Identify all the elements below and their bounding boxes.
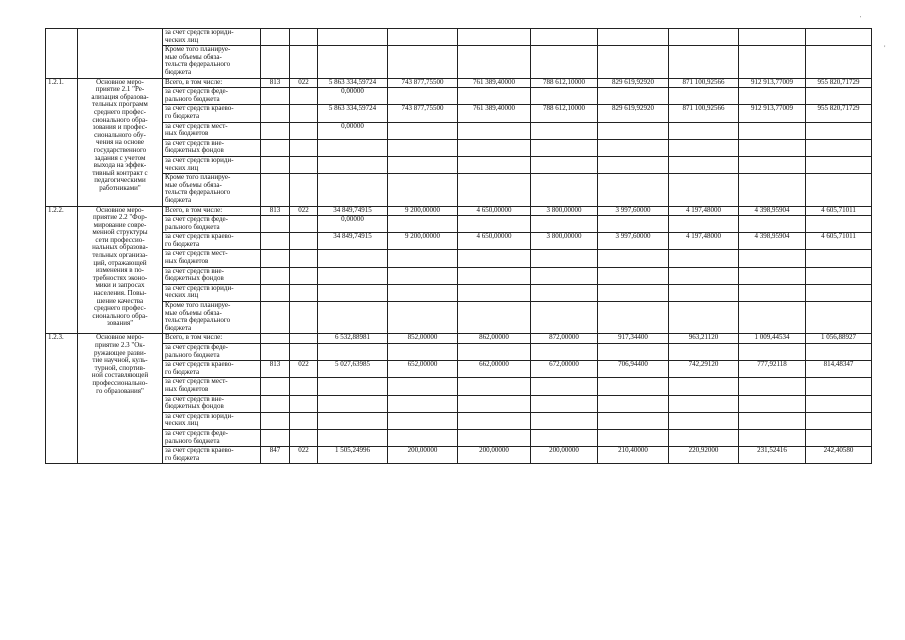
section-code xyxy=(290,105,318,122)
section-code: 022 xyxy=(290,206,318,216)
section-code xyxy=(290,233,318,250)
grbs-code xyxy=(261,395,290,412)
value-cell xyxy=(318,284,388,301)
value-cell xyxy=(806,250,872,267)
value-cell xyxy=(458,395,531,412)
value-cell xyxy=(531,46,598,78)
value-cell xyxy=(458,412,531,429)
grbs-code xyxy=(261,284,290,301)
value-cell xyxy=(806,174,872,206)
value-cell xyxy=(388,284,458,301)
value-cell xyxy=(669,46,739,78)
value-cell xyxy=(598,216,669,233)
value-cell xyxy=(458,378,531,395)
value-cell: 871 100,92566 xyxy=(669,78,739,88)
value-cell: 3 997,60000 xyxy=(598,233,669,250)
grbs-code xyxy=(261,429,290,446)
value-cell: 4 197,48000 xyxy=(669,206,739,216)
value-cell xyxy=(739,302,806,334)
grbs-code xyxy=(261,216,290,233)
section-code xyxy=(290,174,318,206)
value-cell: 1 505,24996 xyxy=(318,447,388,464)
source-label: Кроме того планируе- мые объемы обяза- тельств федерального бюджета xyxy=(163,46,261,78)
value-cell xyxy=(806,378,872,395)
value-cell: 1 056,88927 xyxy=(806,334,872,344)
value-cell xyxy=(531,284,598,301)
value-cell: 955 820,71729 xyxy=(806,78,872,88)
grbs-code xyxy=(261,267,290,284)
value-cell: 829 619,92920 xyxy=(598,78,669,88)
value-cell: 4 650,00000 xyxy=(458,206,531,216)
value-cell xyxy=(318,429,388,446)
value-cell xyxy=(458,284,531,301)
value-cell xyxy=(531,378,598,395)
section-code xyxy=(290,334,318,344)
value-cell xyxy=(458,302,531,334)
scan-speck: ' xyxy=(860,16,862,22)
value-cell xyxy=(531,29,598,46)
value-cell xyxy=(318,250,388,267)
table-row xyxy=(46,174,872,206)
value-cell xyxy=(806,429,872,446)
value-cell: 706,94400 xyxy=(598,361,669,378)
value-cell xyxy=(598,412,669,429)
value-cell xyxy=(388,122,458,139)
source-label: за счет средств феде- рального бюджета xyxy=(163,429,261,446)
value-cell xyxy=(598,250,669,267)
value-cell xyxy=(598,29,669,46)
value-cell: 4 605,71011 xyxy=(806,206,872,216)
section-code xyxy=(290,156,318,173)
value-cell xyxy=(739,395,806,412)
value-cell xyxy=(598,344,669,361)
grbs-code: 847 xyxy=(261,447,290,464)
value-cell xyxy=(669,284,739,301)
section-code xyxy=(290,122,318,139)
section-code xyxy=(290,267,318,284)
source-label: за счет средств феде- рального бюджета xyxy=(163,344,261,361)
grbs-code xyxy=(261,250,290,267)
num-cell xyxy=(46,29,78,79)
value-cell: 788 612,10000 xyxy=(531,105,598,122)
value-cell: 210,40000 xyxy=(598,447,669,464)
value-cell xyxy=(739,122,806,139)
value-cell xyxy=(806,284,872,301)
value-cell xyxy=(531,412,598,429)
value-cell xyxy=(318,139,388,156)
value-cell xyxy=(598,139,669,156)
table-row xyxy=(46,447,872,464)
source-label: Всего, в том числе: xyxy=(163,206,261,216)
source-label: Кроме того планируе- мые объемы обяза- тельств федерального бюджета xyxy=(163,302,261,334)
value-cell xyxy=(388,412,458,429)
value-cell: 743 877,75500 xyxy=(388,105,458,122)
table-row xyxy=(46,361,872,378)
table-row xyxy=(46,395,872,412)
grbs-code: 813 xyxy=(261,78,290,88)
value-cell: 34 849,74915 xyxy=(318,206,388,216)
value-cell: 862,00000 xyxy=(458,334,531,344)
grbs-code xyxy=(261,122,290,139)
value-cell xyxy=(290,46,318,78)
value-cell xyxy=(806,139,872,156)
value-cell: 872,00000 xyxy=(531,334,598,344)
item-description: Основное меро- приятие 2.1 "Ре- ализация образова- тельных программ среднего профес- сионального обра- зования и профес- сионального обу- чения на основе государственного задания с учетом выхода на эффек- тивный контракт с педагогическими работниками" xyxy=(78,78,163,206)
table-row xyxy=(46,156,872,173)
value-cell: 852,00000 xyxy=(388,334,458,344)
value-cell xyxy=(318,29,388,46)
value-cell xyxy=(388,29,458,46)
value-cell: 9 200,00000 xyxy=(388,206,458,216)
value-cell xyxy=(458,250,531,267)
table-row xyxy=(46,250,872,267)
value-cell xyxy=(669,344,739,361)
value-cell xyxy=(806,122,872,139)
budget-table xyxy=(45,28,872,464)
value-cell xyxy=(739,344,806,361)
value-cell: 829 619,92920 xyxy=(598,105,669,122)
value-cell: 4 650,00000 xyxy=(458,233,531,250)
value-cell: 231,52416 xyxy=(739,447,806,464)
table-row xyxy=(46,88,872,105)
section-code: 022 xyxy=(290,78,318,88)
value-cell xyxy=(458,156,531,173)
value-cell xyxy=(739,46,806,78)
source-label: за счет средств краево- го бюджета xyxy=(163,233,261,250)
value-cell: 5 027,63985 xyxy=(318,361,388,378)
value-cell xyxy=(739,250,806,267)
section-code xyxy=(290,139,318,156)
grbs-code xyxy=(261,156,290,173)
value-cell xyxy=(458,429,531,446)
value-cell xyxy=(739,156,806,173)
value-cell: 955 820,71729 xyxy=(806,105,872,122)
value-cell xyxy=(458,216,531,233)
item-description: Основное меро- приятие 2.3 "Ок- ружающее разви- тие научной, куль- турной, спортив- ной составляющей профессионально- го образования" xyxy=(78,334,163,464)
value-cell xyxy=(318,267,388,284)
source-label: за счет средств мест- ных бюджетов xyxy=(163,378,261,395)
value-cell xyxy=(598,284,669,301)
value-cell xyxy=(261,29,290,46)
value-cell xyxy=(458,122,531,139)
value-cell xyxy=(388,378,458,395)
value-cell xyxy=(598,395,669,412)
value-cell xyxy=(806,395,872,412)
value-cell: 652,00000 xyxy=(388,361,458,378)
source-label: за счет средств краево- го бюджета xyxy=(163,361,261,378)
value-cell: 963,21120 xyxy=(669,334,739,344)
section-code: 022 xyxy=(290,361,318,378)
table-row xyxy=(46,122,872,139)
table-row xyxy=(46,216,872,233)
value-cell xyxy=(458,344,531,361)
item-number: 1.2.1. xyxy=(46,78,78,206)
value-cell xyxy=(669,216,739,233)
source-label: за счет средств мест- ных бюджетов xyxy=(163,122,261,139)
value-cell xyxy=(388,216,458,233)
value-cell xyxy=(669,429,739,446)
value-cell xyxy=(739,174,806,206)
value-cell xyxy=(669,267,739,284)
section-code xyxy=(290,302,318,334)
scan-speck: , xyxy=(884,42,886,48)
value-cell xyxy=(531,216,598,233)
section-code xyxy=(290,216,318,233)
value-cell xyxy=(458,139,531,156)
value-cell xyxy=(318,344,388,361)
source-label: Кроме того планируе- мые объемы обяза- тельств федерального бюджета xyxy=(163,174,261,206)
value-cell: 814,48347 xyxy=(806,361,872,378)
value-cell: 4 398,95904 xyxy=(739,206,806,216)
value-cell xyxy=(806,88,872,105)
table-row xyxy=(46,46,872,78)
value-cell xyxy=(739,267,806,284)
grbs-code xyxy=(261,302,290,334)
section-code xyxy=(290,412,318,429)
table-row xyxy=(46,267,872,284)
table-row xyxy=(46,412,872,429)
value-cell xyxy=(806,216,872,233)
source-label: за счет средств мест- ных бюджетов xyxy=(163,250,261,267)
value-cell xyxy=(388,174,458,206)
item-number: 1.2.3. xyxy=(46,334,78,464)
source-label: за счет средств юриди- ческих лиц xyxy=(163,284,261,301)
source-label: за счет средств юриди- ческих лиц xyxy=(163,29,261,46)
value-cell xyxy=(290,29,318,46)
value-cell xyxy=(598,122,669,139)
value-cell xyxy=(458,46,531,78)
table-row xyxy=(46,284,872,301)
value-cell: 200,00000 xyxy=(388,447,458,464)
value-cell xyxy=(388,88,458,105)
value-cell: 0,00000 xyxy=(318,88,388,105)
value-cell xyxy=(598,378,669,395)
value-cell xyxy=(669,88,739,105)
value-cell xyxy=(669,412,739,429)
value-cell xyxy=(388,267,458,284)
item-number: 1.2.2. xyxy=(46,206,78,334)
value-cell xyxy=(739,216,806,233)
table-row xyxy=(46,334,872,344)
value-cell: 4 398,95904 xyxy=(739,233,806,250)
table-row xyxy=(46,78,872,88)
section-code xyxy=(290,378,318,395)
value-cell xyxy=(458,29,531,46)
value-cell xyxy=(458,174,531,206)
section-code: 022 xyxy=(290,447,318,464)
value-cell: 912 913,77009 xyxy=(739,105,806,122)
source-label: за счет средств феде- рального бюджета xyxy=(163,216,261,233)
table-row xyxy=(46,29,872,46)
value-cell xyxy=(598,156,669,173)
value-cell xyxy=(388,250,458,267)
value-cell xyxy=(669,395,739,412)
value-cell xyxy=(806,156,872,173)
grbs-code xyxy=(261,88,290,105)
value-cell xyxy=(531,174,598,206)
value-cell xyxy=(531,250,598,267)
value-cell: 761 389,40000 xyxy=(458,78,531,88)
value-cell xyxy=(318,46,388,78)
value-cell: 672,00000 xyxy=(531,361,598,378)
grbs-code xyxy=(261,233,290,250)
value-cell xyxy=(806,46,872,78)
value-cell: 6 532,88981 xyxy=(318,334,388,344)
source-label: за счет средств краево- го бюджета xyxy=(163,105,261,122)
grbs-code xyxy=(261,139,290,156)
value-cell xyxy=(531,429,598,446)
value-cell xyxy=(531,302,598,334)
section-code xyxy=(290,395,318,412)
value-cell xyxy=(261,46,290,78)
value-cell: 777,92118 xyxy=(739,361,806,378)
grbs-code xyxy=(261,174,290,206)
value-cell xyxy=(388,395,458,412)
value-cell xyxy=(531,139,598,156)
value-cell xyxy=(388,46,458,78)
value-cell: 200,00000 xyxy=(458,447,531,464)
value-cell xyxy=(669,250,739,267)
value-cell xyxy=(739,139,806,156)
value-cell xyxy=(739,378,806,395)
value-cell xyxy=(669,122,739,139)
source-label: за счет средств вне- бюджетных фондов xyxy=(163,267,261,284)
source-label: за счет средств феде- рального бюджета xyxy=(163,88,261,105)
value-cell xyxy=(531,344,598,361)
value-cell xyxy=(388,429,458,446)
value-cell xyxy=(318,378,388,395)
value-cell: 5 863 334,59724 xyxy=(318,105,388,122)
value-cell xyxy=(739,29,806,46)
table-row xyxy=(46,139,872,156)
value-cell xyxy=(531,122,598,139)
value-cell: 0,00000 xyxy=(318,216,388,233)
value-cell: 1 009,44534 xyxy=(739,334,806,344)
value-cell: 242,40580 xyxy=(806,447,872,464)
value-cell xyxy=(318,174,388,206)
source-label: за счет средств краево- го бюджета xyxy=(163,447,261,464)
value-cell xyxy=(388,156,458,173)
value-cell: 743 877,75500 xyxy=(388,78,458,88)
source-label: за счет средств юриди- ческих лиц xyxy=(163,156,261,173)
value-cell: 3 800,00000 xyxy=(531,206,598,216)
value-cell xyxy=(739,412,806,429)
grbs-code xyxy=(261,378,290,395)
value-cell: 4 197,48000 xyxy=(669,233,739,250)
value-cell xyxy=(598,88,669,105)
value-cell xyxy=(669,156,739,173)
value-cell: 912 913,77009 xyxy=(739,78,806,88)
value-cell: 9 200,00000 xyxy=(388,233,458,250)
value-cell: 200,00000 xyxy=(531,447,598,464)
value-cell xyxy=(669,378,739,395)
desc-cell xyxy=(78,29,163,79)
table-row xyxy=(46,429,872,446)
value-cell xyxy=(388,139,458,156)
grbs-code xyxy=(261,334,290,344)
value-cell: 917,34400 xyxy=(598,334,669,344)
table-row xyxy=(46,344,872,361)
value-cell xyxy=(531,156,598,173)
value-cell xyxy=(669,29,739,46)
value-cell xyxy=(598,429,669,446)
grbs-code xyxy=(261,344,290,361)
value-cell: 662,00000 xyxy=(458,361,531,378)
grbs-code xyxy=(261,412,290,429)
value-cell: 3 997,60000 xyxy=(598,206,669,216)
grbs-code: 813 xyxy=(261,361,290,378)
value-cell xyxy=(598,46,669,78)
source-label: Всего, в том числе: xyxy=(163,334,261,344)
value-cell xyxy=(318,412,388,429)
source-label: за счет средств юриди- ческих лиц xyxy=(163,412,261,429)
value-cell xyxy=(458,267,531,284)
value-cell: 5 863 334,59724 xyxy=(318,78,388,88)
table-row xyxy=(46,378,872,395)
value-cell xyxy=(739,429,806,446)
value-cell: 220,92000 xyxy=(669,447,739,464)
value-cell: 761 389,40000 xyxy=(458,105,531,122)
item-description: Основное меро- приятие 2.2 "Фор- мирование совре- менной структуры сети профессио- нальных образова- тельных организа- ций, отражающей изменения в по- требностях эконо- мики и запросах населения. Повы- шение качества среднего профес- сионального обра- зования" xyxy=(78,206,163,334)
value-cell: 3 800,00000 xyxy=(531,233,598,250)
value-cell xyxy=(806,344,872,361)
table-row xyxy=(46,105,872,122)
value-cell xyxy=(806,412,872,429)
value-cell xyxy=(598,302,669,334)
value-cell xyxy=(669,174,739,206)
value-cell xyxy=(388,344,458,361)
section-code xyxy=(290,250,318,267)
value-cell xyxy=(318,156,388,173)
value-cell xyxy=(531,88,598,105)
value-cell xyxy=(598,174,669,206)
table-row xyxy=(46,206,872,216)
section-code xyxy=(290,284,318,301)
section-code xyxy=(290,429,318,446)
table-row xyxy=(46,302,872,334)
value-cell: 0,00000 xyxy=(318,122,388,139)
value-cell xyxy=(739,284,806,301)
value-cell xyxy=(806,302,872,334)
section-code xyxy=(290,344,318,361)
value-cell xyxy=(806,267,872,284)
value-cell xyxy=(598,267,669,284)
source-label: за счет средств вне- бюджетных фондов xyxy=(163,139,261,156)
value-cell xyxy=(318,302,388,334)
value-cell xyxy=(318,395,388,412)
value-cell xyxy=(458,88,531,105)
value-cell: 871 100,92566 xyxy=(669,105,739,122)
value-cell: 742,29120 xyxy=(669,361,739,378)
value-cell: 4 605,71011 xyxy=(806,233,872,250)
value-cell: 788 612,10000 xyxy=(531,78,598,88)
grbs-code xyxy=(261,105,290,122)
value-cell xyxy=(669,302,739,334)
value-cell xyxy=(739,88,806,105)
value-cell xyxy=(669,139,739,156)
grbs-code: 813 xyxy=(261,206,290,216)
value-cell xyxy=(531,267,598,284)
section-code xyxy=(290,88,318,105)
value-cell xyxy=(806,29,872,46)
table-row xyxy=(46,233,872,250)
source-label: Всего, в том числе: xyxy=(163,78,261,88)
source-label: за счет средств вне- бюджетных фондов xyxy=(163,395,261,412)
value-cell xyxy=(388,302,458,334)
value-cell xyxy=(531,395,598,412)
value-cell: 34 849,74915 xyxy=(318,233,388,250)
